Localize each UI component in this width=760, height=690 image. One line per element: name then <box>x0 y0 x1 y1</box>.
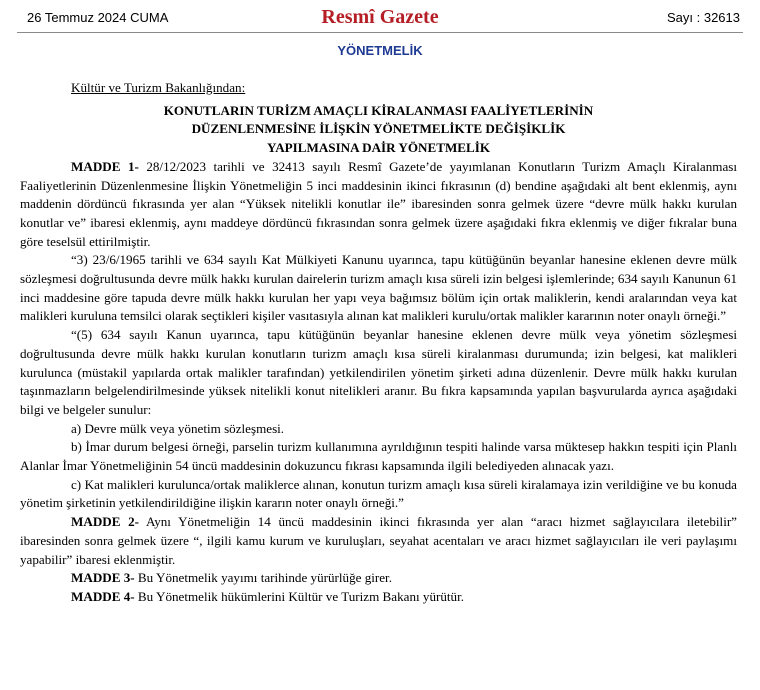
title-line: DÜZENLENMESİNE İLİŞKİN YÖNETMELİKTE DEĞİŞİKLİK <box>191 121 566 137</box>
article-text: Aynı Yönetmeliğin 14 üncü maddesinin ikinci fıkrasında yer alan “aracı hizmet sağlayıcılara iletebilir” ibaresinden sonra gelmek üzere “, ilgili kamu kurum ve kuruluşları, seyahat acentaları ve aracı hizmet sağlayıcıları ile veri paylaşımı yapabilir” ibaresi eklenmiştir. <box>20 514 737 567</box>
paragraph-text: b) İmar durum belgesi örneği, parselin turizm kullanımına ayrıldığının tespiti halinde varsa müktesep hakkın tespiti için Planlı Alanlar İmar Yönetmeliğinin 54 üncü maddesinin dokuzuncu fıkrası kapsamında ilgili belediyeden alınacak yazı. <box>20 439 737 474</box>
regulation-title <box>20 102 737 158</box>
article-number: MADDE 3- <box>71 570 135 586</box>
article-number: MADDE 4- <box>71 588 135 604</box>
article-number: MADDE 2- <box>71 514 140 530</box>
title-line: KONUTLARIN TURİZM AMAÇLI KİRALANMASI FAALİYETLERİNİN <box>163 102 594 118</box>
quoted-paragraph <box>20 326 737 420</box>
article-2 <box>20 513 737 569</box>
header-divider <box>17 32 743 33</box>
list-item-b <box>20 438 737 475</box>
list-item-c <box>20 476 737 513</box>
article-1 <box>20 158 737 252</box>
header-date: 26 Temmuz 2024 CUMA <box>27 10 169 25</box>
issuing-authority: Kültür ve Turizm Bakanlığından: <box>71 80 246 95</box>
article-3 <box>20 569 737 588</box>
paragraph-text: “3) 23/6/1965 tarihli ve 634 sayılı Kat Mülkiyeti Kanunu uyarınca, tapu kütüğünün beyanlar hanesine eklenen devre mülk sözleşmesi doğrultusunda devre mülk hakkı kurulan dairelerin turizm amaçlı kısa süreli izin belgesi işlemlerinde; 634 sayılı Kanunun 61 inci maddesine göre tapuda devre mülk hakkı kurulan her yapı veya bağımsız bölüm için ortak maliklerin, kendi aralarından veya kat malikleri kuruluna temsilci olarak seçtikleri kişiler vasıtasıyla alınan kat malikleri kurulu/ortak malikler kararının noter onaylı örneği.” <box>20 252 737 324</box>
paragraph-text: “(5) 634 sayılı Kanun uyarınca, tapu kütüğünün beyanlar hanesine eklenen devre mülk veya yönetim sözleşmesi doğrultusunda devre mülk hakkı kurulan konutların turizm amaçlı kısa süreli kiralanması durumunda; izin belgesi, kat malikleri kurulunca (müstakil yapılarda ortak malikler tarafından) yetkilendirilen yönetim şirketi adına düzenlenir. Devre mülk hakkı kurulan taşınmazların belgelendirilmesinde yüksek nitelikli konut nitelikleri aranır. Bu fıkra kapsamında yapılan başvurularda ayrıca aşağıdaki bilgi ve belgeler sunulur: <box>20 327 737 417</box>
list-item-a <box>20 420 737 439</box>
article-text: Bu Yönetmelik yayımı tarihinde yürürlüğe girer. <box>134 570 392 586</box>
title-line: YAPILMASINA DAİR YÖNETMELİK <box>266 140 491 156</box>
gazette-title: Resmî Gazete <box>321 6 439 28</box>
article-text: 28/12/2023 tarihli ve 32413 sayılı Resmî Gazete’de yayımlanan Konutların Turizm Amaçlı Kiralanması Faaliyetlerinin Düzenlenmesine İlişkin Yönetmeliğin 5 inci maddesinin ikinci fıkrasının (d) bendine aşağıdaki alt bent eklenmiş, aynı maddenin dördüncü fıkrasında yer alan “Yüksek nitelikli konutlar ile” ibaresinden sonra gelmek üzere “devre mülk hakkı kurulan konutlar ve” ibaresi eklenmiş, aynı maddeye dördüncü fıkrasından sonra gelmek üzere aşağıdaki fıkra eklenmiş ve diğer fıkralar buna göre teselsül ettirilmiştir. <box>20 158 738 249</box>
article-number: MADDE 1- <box>71 158 139 174</box>
article-4 <box>20 588 737 607</box>
article-text: Bu Yönetmelik hükümlerini Kültür ve Turizm Bakanı yürütür. <box>134 588 465 604</box>
issue-number: Sayı : 32613 <box>667 10 740 25</box>
quoted-subparagraph <box>20 251 737 326</box>
section-heading: YÖNETMELİK <box>337 43 423 58</box>
paragraph-text: a) Devre mülk veya yönetim sözleşmesi. <box>71 420 285 436</box>
document-body <box>20 79 737 607</box>
paragraph-text: c) Kat malikleri kurulunca/ortak maliklerce alınan, konutun turizm amaçlı kısa süreli kiralamaya izin verildiğine ve bu konuda yönetim şirketinin yetkilendirildiğine ilişkin kararın noter onaylı örneği.” <box>20 476 737 511</box>
